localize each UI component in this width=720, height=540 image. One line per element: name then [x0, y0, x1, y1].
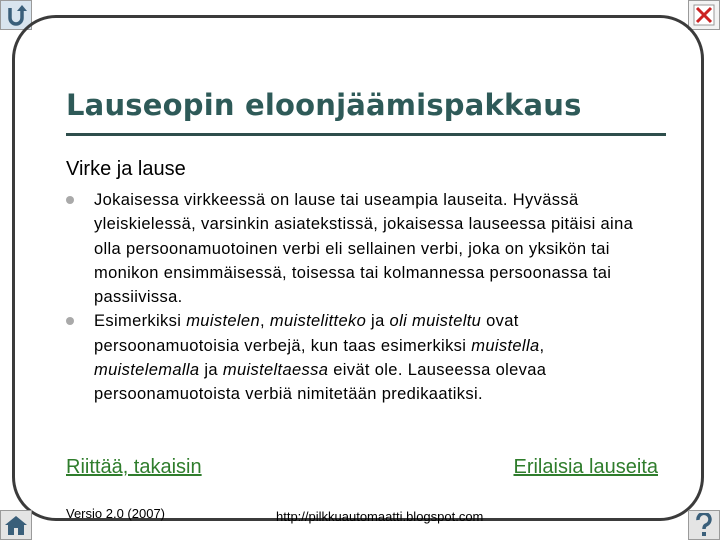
close-icon	[693, 4, 715, 26]
bullet-text: Jokaisessa virkkeessä on lause tai useampia lauseita. Hyvässä yleiskielessä, varsinkin asiatekstissä, jokaisessa lauseessa pitäisi aina olla persoonamuotoinen verbi eli sellainen verbi, joka on yksikön tai monikon ensimmäisessä, toisessa tai kolmannessa persoonassa tai passiivissa.	[94, 191, 634, 307]
title-divider	[66, 133, 666, 136]
bullet-dot	[66, 317, 74, 325]
help-icon	[693, 513, 715, 537]
bullet-item	[66, 309, 636, 406]
home-icon	[3, 514, 29, 536]
bullet-dot	[66, 196, 74, 204]
bullet-text: ja	[366, 312, 390, 331]
slide-title: Lauseopin eloonjäämispakkaus	[66, 88, 582, 122]
example-verb: muisteltaessa	[222, 361, 329, 380]
example-verb: muistelemalla	[94, 361, 200, 380]
bullet-text: ja	[199, 361, 223, 380]
bullet-text: ,	[259, 312, 270, 331]
bullet-list	[66, 188, 636, 407]
bullet-item	[66, 188, 636, 309]
bullet-text: Esimerkiksi	[94, 312, 187, 331]
help-button[interactable]	[688, 510, 720, 540]
next-topic-link[interactable]: Erilaisia lauseita	[513, 456, 658, 478]
bullet-text: eivät ole. Lauseessa olevaa persoonamuotoista verbiä nimitetään predikaatiksi.	[94, 361, 547, 404]
example-verb: oli muisteltu	[389, 312, 482, 331]
home-button[interactable]	[0, 510, 32, 540]
bullet-text: ,	[539, 336, 545, 355]
footer-version: Versio 2.0 (2007)	[66, 506, 166, 521]
slide-subtitle: Virke ja lause	[66, 158, 186, 180]
undo-arrow-icon	[4, 4, 28, 26]
bullet-text: ovat persoonamuotoisia verbejä, kun taas esimerkiksi	[94, 312, 519, 355]
back-link[interactable]: Riittää, takaisin	[66, 456, 202, 478]
example-verb: muistelen	[186, 312, 260, 331]
example-verb: muistella	[471, 336, 540, 355]
close-button[interactable]	[688, 0, 720, 30]
example-verb: muistelitteko	[269, 312, 367, 331]
footer-url: http://pilkkuautomaatti.blogspot.com	[276, 509, 484, 524]
